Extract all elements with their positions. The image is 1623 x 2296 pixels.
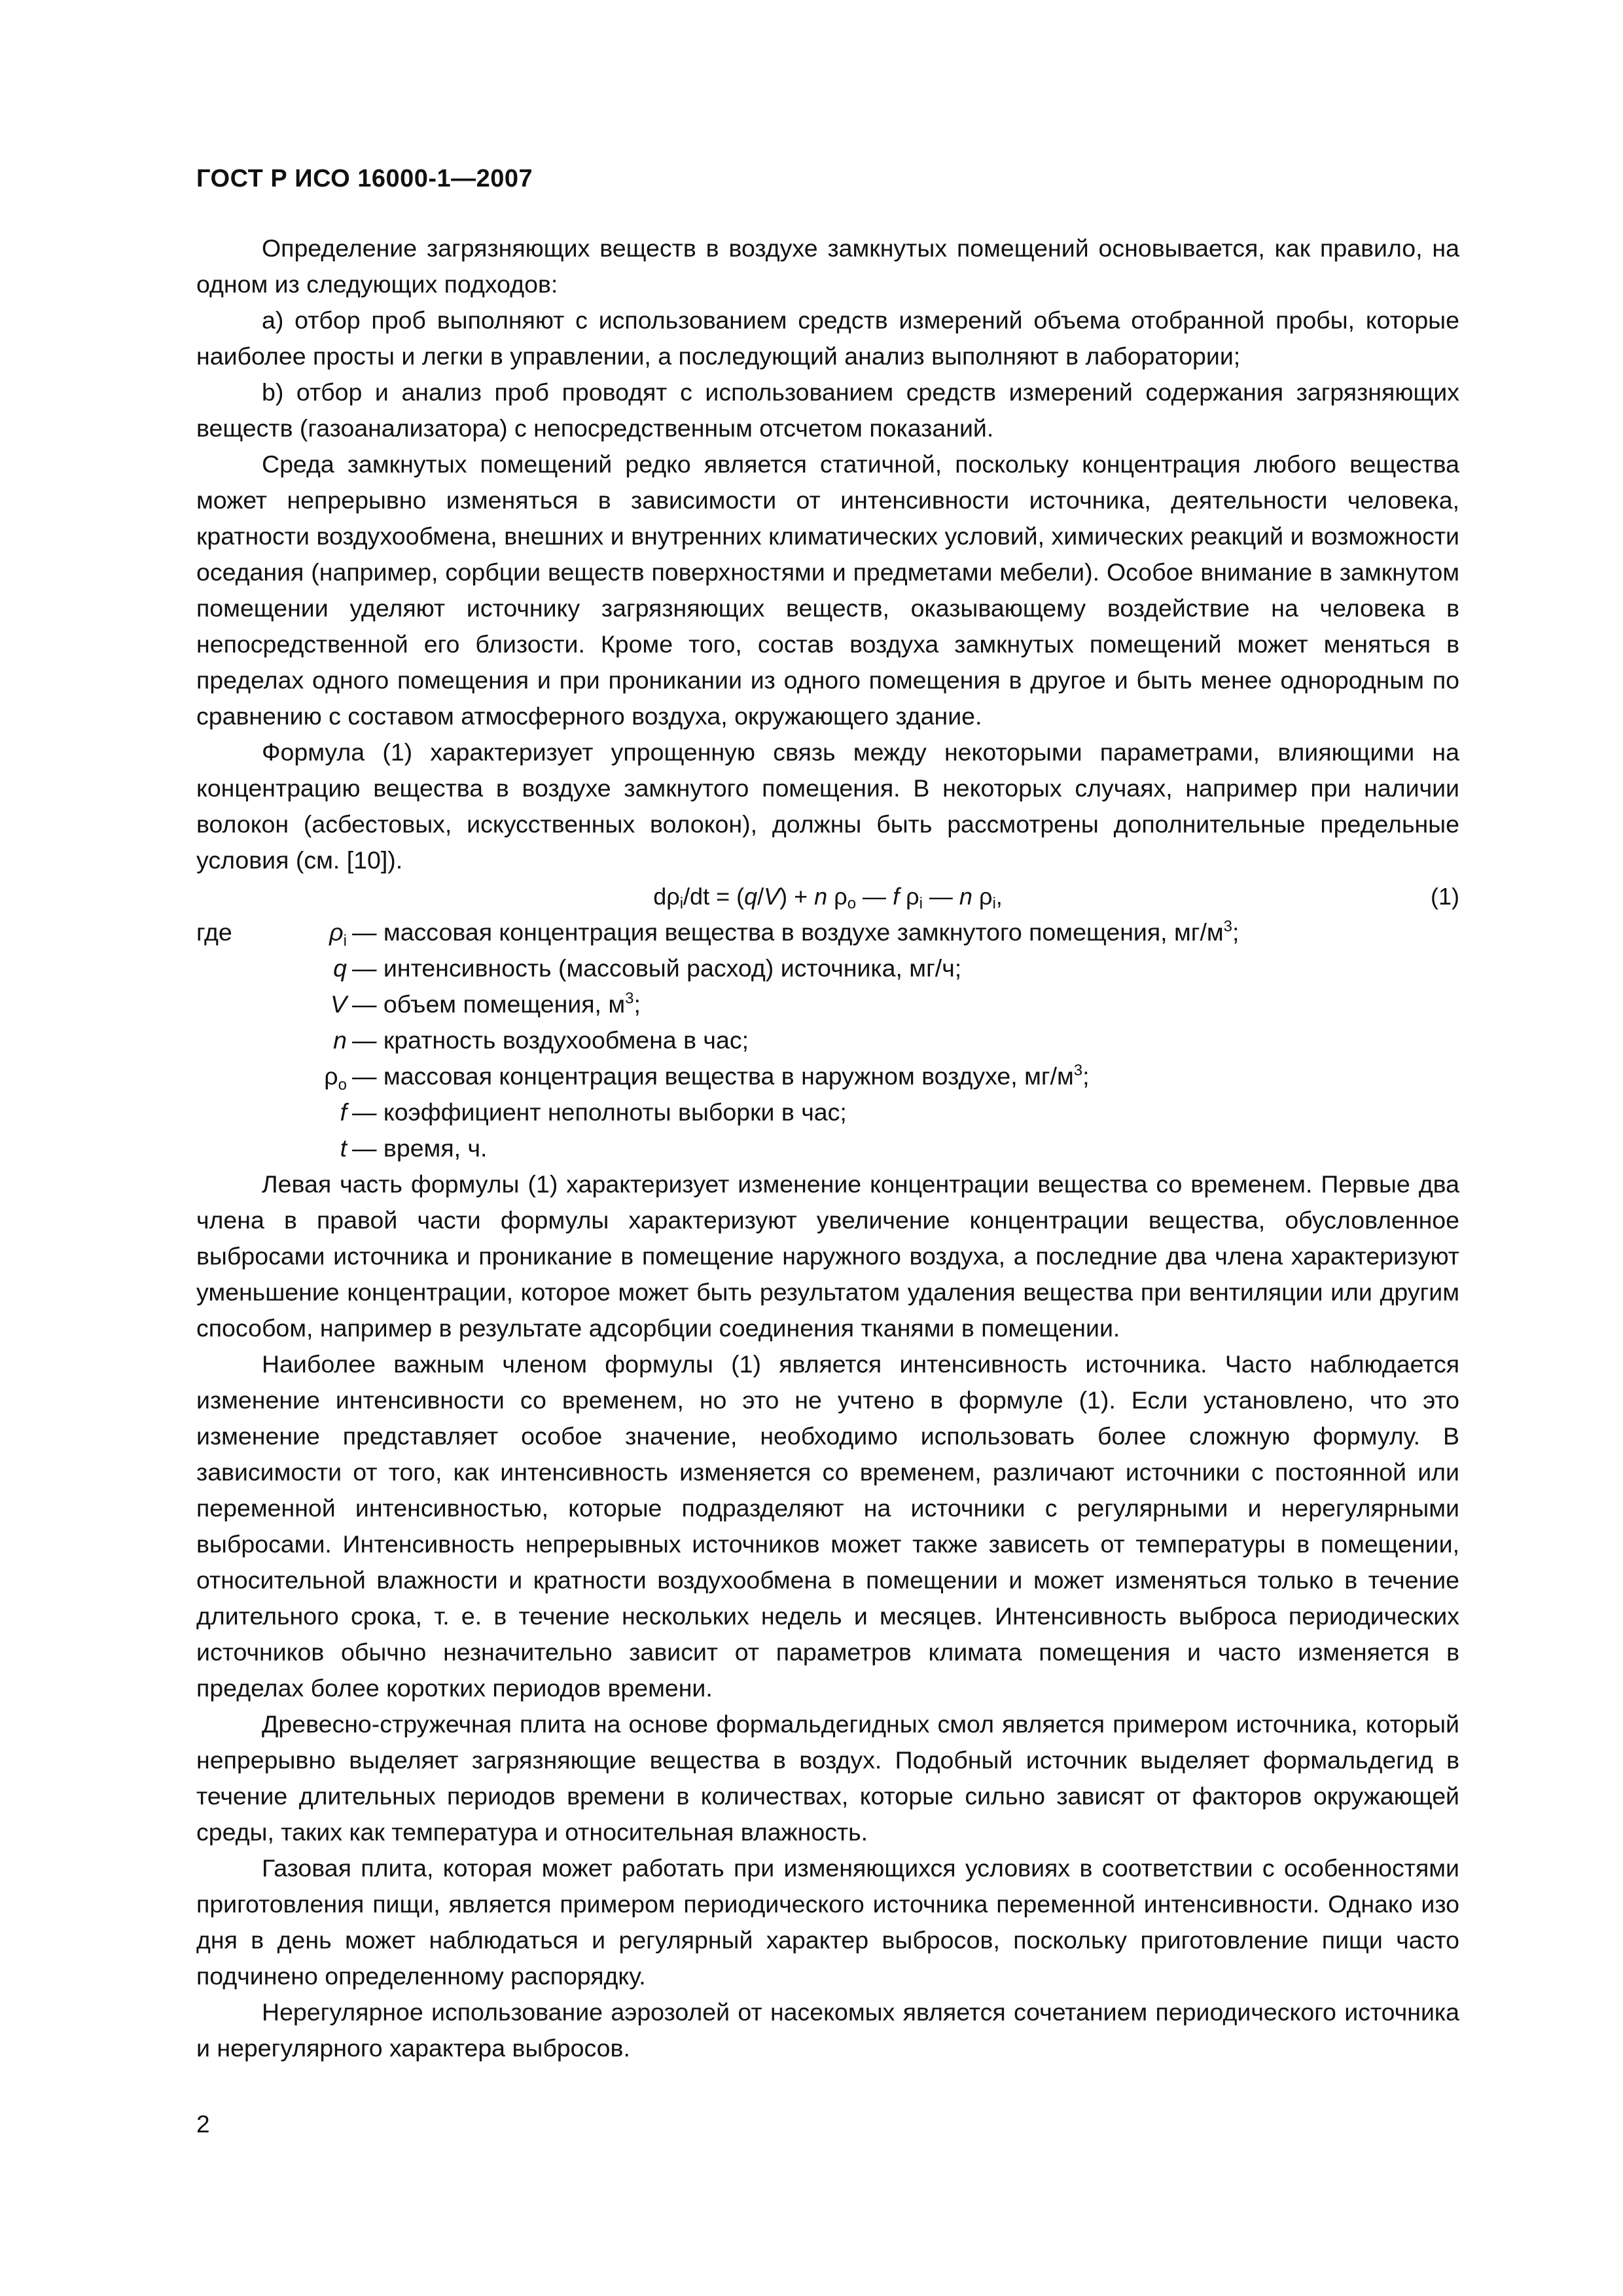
- formula-row: [196, 878, 1459, 914]
- definition-symbol: f: [340, 1098, 347, 1126]
- definition-row: [196, 1022, 1459, 1058]
- definition-row: [196, 1094, 1459, 1130]
- definition-row: [196, 986, 1459, 1022]
- definition-symbol: V: [330, 990, 347, 1018]
- document-header: ГОСТ Р ИСО 16000-1—2007: [196, 165, 533, 192]
- definition-text: — массовая концентрация вещества в воздухе замкнутого помещения, $мг/м^3$;: [352, 918, 1240, 946]
- definition-symbol: q: [333, 954, 347, 982]
- paragraph-list-b: b) отбор и анализ проб проводят с использованием средств измерений содержания загрязняющих веществ (газоанализатора) с непосредственным отсчетом показаний.: [196, 378, 1459, 442]
- definition-symbol: $\rho_i$: [329, 918, 347, 950]
- definition-symbol: $\rho_o$: [324, 1062, 347, 1094]
- definition-text: — массовая концентрация вещества в наружном воздухе, $мг/м^3$;: [352, 1062, 1090, 1090]
- definition-text: — время, ч.: [352, 1134, 488, 1162]
- definition-symbol: t: [340, 1134, 347, 1162]
- definition-row: [196, 1130, 1459, 1166]
- paragraph-source-intensity: Наиболее важным членом формулы (1) является интенсивность источника. Часто наблюдается изменение интенсивности со временем, но это не учтено в формуле (1). Если установлено, что это изменение представляет особое значение, необходимо использовать более сложную формулу. В зависимости от того, как интенсивность изменяется со временем, различают источники с постоянной или переменной интенсивностью, которые подразделяют на источники с регулярными и нерегулярными выбросами. Интенсивность непрерывных источников может также зависеть от температуры в помещении, относительной влажности и кратности воздухообмена в помещении и может изменяться только в течение длительного срока, т. е. в течение нескольких недель и месяцев. Интенсивность выброса периодических источников обычно незначительно зависит от параметров климата помещения и часто изменяется в пределах более коротких периодов времени.: [196, 1350, 1459, 1702]
- paragraph-formula-intro: Формула (1) характеризует упрощенную связь между некоторыми параметрами, влияющими на концентрацию вещества в воздухе замкнутого помещения. В некоторых случаях, например при наличии волокон (асбестовых, искусственных волокон), должны быть рассмотрены дополнительные предельные условия (см. [10]).: [196, 738, 1459, 874]
- definition-text: — кратность воздухообмена в час;: [352, 1026, 749, 1054]
- definition-text: — интенсивность (массовый расход) источника, мг/ч;: [352, 954, 962, 982]
- paragraph-gas-stove: Газовая плита, которая может работать при изменяющихся условиях в соответствии с особенностями приготовления пищи, является примером периодического источника переменной интенсивности. Однако изо дня в день может наблюдаться и регулярный характер выбросов, поскольку приготовление пищи часто подчинено определенному распорядку.: [196, 1854, 1459, 1990]
- definition-symbol: n: [333, 1026, 347, 1054]
- where-label: где: [196, 918, 232, 946]
- definition-row: [196, 1058, 1459, 1094]
- page-number: 2: [196, 2111, 210, 2138]
- paragraph-intro: Определение загрязняющих веществ в воздухе замкнутых помещений основывается, как правило, на одном из следующих подходов:: [196, 234, 1459, 298]
- definition-text: — коэффициент неполноты выборки в час;: [352, 1098, 847, 1126]
- paragraph-formula-explanation: Левая часть формулы (1) характеризует изменение концентрации вещества со временем. Первые два члена в правой части формулы характеризуют увеличение концентрации вещества, обусловленное выбросами источника и проникание в помещение наружного воздуха, а последние два члена характеризуют уменьшение концентрации, которое может быть результатом удаления вещества при вентиляции или другим способом, например в результате адсорбции соединения тканями в помещении.: [196, 1170, 1459, 1342]
- formula: $d\rho_i/dt = (q/V) + n$ $\rho_o$ — f $\rho_i$ — n $\rho_i$,: [653, 883, 1003, 912]
- definition-row: [196, 950, 1459, 986]
- formula-number: (1): [1431, 883, 1459, 910]
- paragraph-list-a: a) отбор проб выполняют с использованием средств измерений объема отобранной пробы, которые наиболее просты и легки в управлении, а последующий анализ выполняют в лаборатории;: [196, 306, 1459, 370]
- paragraph-environment: Среда замкнутых помещений редко является статичной, поскольку концентрация любого вещества может непрерывно изменяться в зависимости от интенсивности источника, деятельности человека, кратности воздухообмена, внешних и внутренних климатических условий, химических реакций и возможности оседания (например, сорбции веществ поверхностями и предметами мебели). Особое внимание в замкнутом помещении уделяют источнику загрязняющих веществ, оказывающему воздействие на человека в непосредственной его близости. Кроме того, состав воздуха замкнутых помещений может меняться в пределах одного помещения и при проникании из одного помещения в другое и быть менее однородным по сравнению с составом атмосферного воздуха, окружающего здание.: [196, 450, 1459, 730]
- definition-text: — объем помещения, $м^3$;: [352, 990, 641, 1018]
- paragraph-aerosols: Нерегулярное использование аэрозолей от насекомых является сочетанием периодического источника и нерегулярного характера выбросов.: [196, 1998, 1459, 2062]
- paragraph-particleboard: Древесно-стружечная плита на основе формальдегидных смол является примером источника, который непрерывно выделяет загрязняющие вещества в воздух. Подобный источник выделяет формальдегид в течение длительных периодов времени в количествах, которые сильно зависят от факторов окружающей среды, таких как температура и относительная влажность.: [196, 1710, 1459, 1846]
- main-text: [196, 230, 1459, 2066]
- formula-definitions: [196, 914, 1459, 1166]
